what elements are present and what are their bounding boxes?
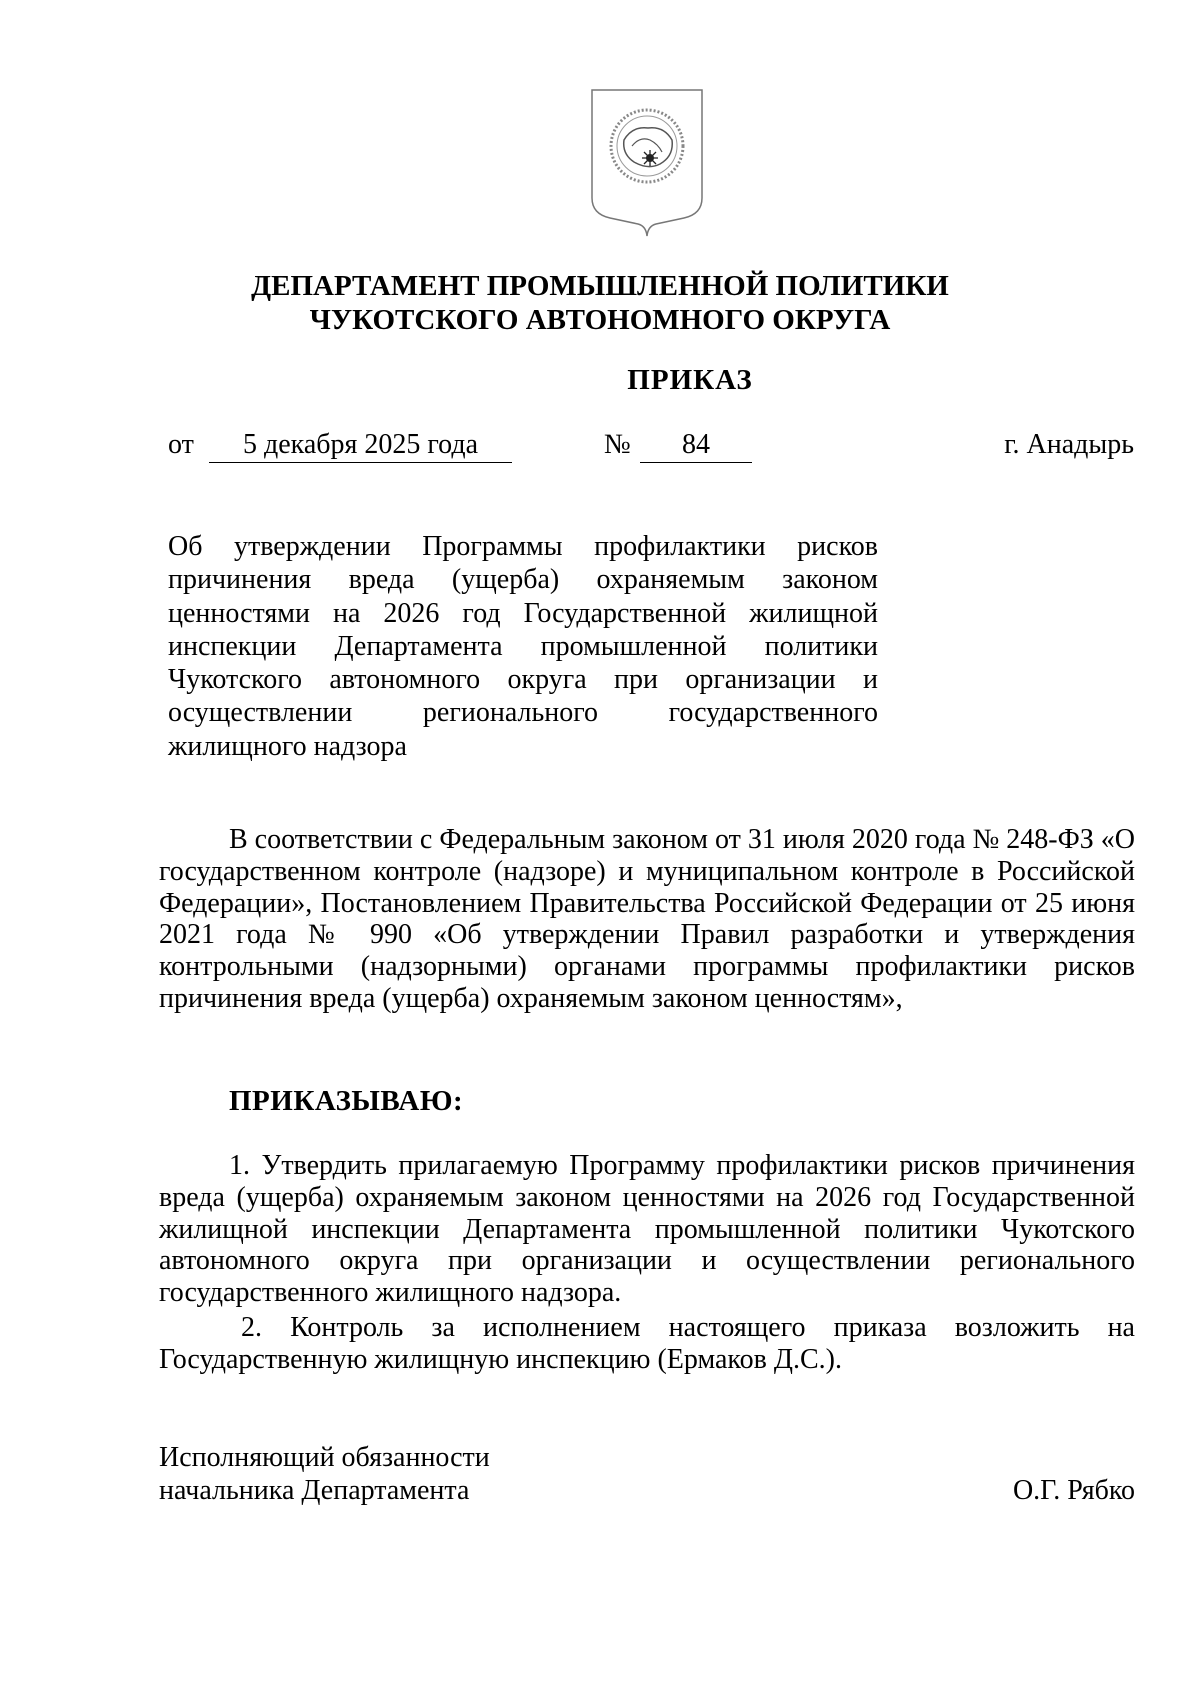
order-date: 5 декабря 2025 года: [209, 428, 512, 463]
signatory-name: О.Г. Рябко: [1012, 1475, 1135, 1506]
order-item-1: 1. Утвердить прилагаемую Программу профилактики рисков причинения вреда (ущерба) охраняемым законом ценностями на 2026 год Государственной жилищной инспекции Департамента промышленной политики Чукотского автономного округа при организации и осуществлении регионального государственного жилищного надзора.: [159, 1150, 1135, 1309]
date-prefix: от: [168, 429, 194, 460]
signatory-position-line1: Исполняющий обязанности: [159, 1442, 490, 1473]
department-name-line2: ЧУКОТСКОГО АВТОНОМНОГО ОКРУГА: [309, 304, 891, 336]
number-prefix: №: [604, 429, 631, 460]
order-city: г. Анадырь: [1004, 429, 1134, 460]
order-item-2: 2. Контроль за исполнением настоящего приказа возложить на Государственную жилищную инспекцию (Ермаков Д.С.).: [159, 1312, 1135, 1375]
signatory-position: [159, 1441, 490, 1507]
signatory-position-line2: начальника Департамента: [159, 1475, 470, 1506]
order-number: 84: [640, 428, 752, 463]
department-name-line1: ДЕПАРТАМЕНТ ПРОМЫШЛЕННОЙ ПОЛИТИКИ: [251, 270, 949, 302]
coat-of-arms-icon: [588, 86, 706, 238]
document-type: ПРИКАЗ: [627, 364, 753, 396]
order-subject: Об утверждении Программы профилактики рисков причинения вреда (ущерба) охраняемым законом ценностями на 2026 год Государственной жилищной инспекции Департамента промышленной политики Чукотского автономного округа при организации и осуществлении регионального государственного жилищного надзора: [168, 531, 878, 762]
decree-heading: ПРИКАЗЫВАЮ:: [229, 1085, 464, 1117]
preamble-paragraph: В соответствии с Федеральным законом от 31 июля 2020 года № 248-ФЗ «О государственном контроле (надзоре) и муниципальном контроле в Российской Федерации», Постановлением Правительства Российской Федерации от 25 июня 2021 года № 990 «Об утверждении Правил разработки и утверждения контрольными (надзорными) органами программы профилактики рисков причинения вреда (ущерба) охраняемым законом ценностям»,: [159, 824, 1135, 1014]
